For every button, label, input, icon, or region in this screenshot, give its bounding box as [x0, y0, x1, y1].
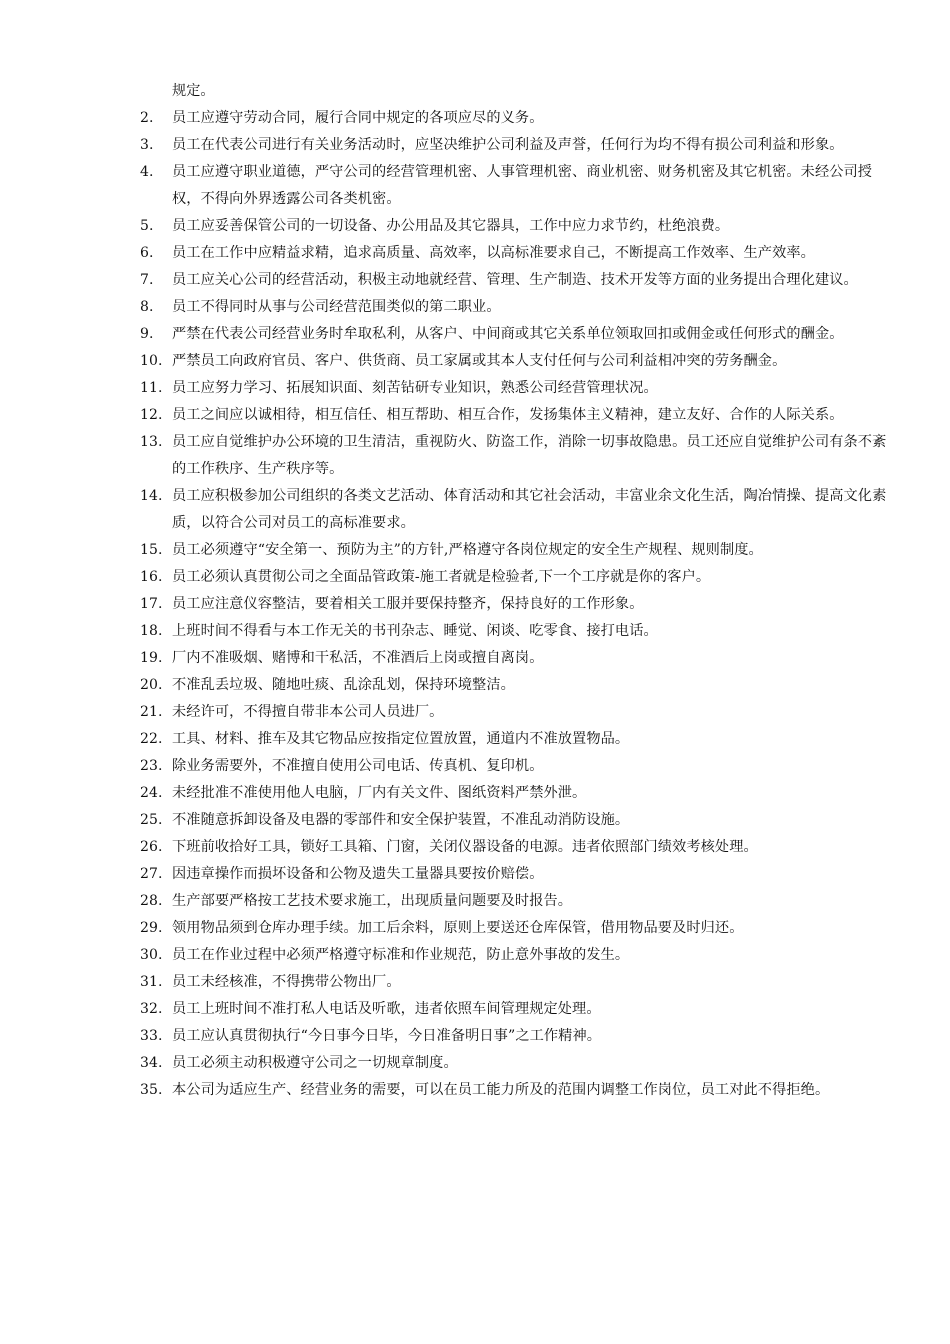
rule-number: 32. — [140, 1001, 163, 1017]
rule-text: 员工上班时间不准打私人电话及听歌，违者依照车间管理规定处理。 — [172, 1001, 601, 1017]
rule-text: 员工应注意仪容整洁，要着相关工服并要保持整齐，保持良好的工作形象。 — [172, 596, 644, 612]
rule-text: 不准随意拆卸设备及电器的零部件和安全保护装置，不准乱动消防设施。 — [172, 812, 630, 828]
rule-text: 员工未经核准，不得携带公物出厂。 — [172, 974, 401, 990]
rule-number: 9. — [140, 326, 154, 342]
rule-number: 29. — [140, 920, 163, 936]
rule-number: 30. — [140, 947, 163, 963]
list-item — [140, 753, 890, 780]
continuation-text: 规定。 — [172, 83, 215, 99]
list-item — [140, 888, 890, 915]
rule-text: 员工必须认真贯彻公司之全面品管政策-施工者就是检验者,下一个工序就是你的客户。 — [172, 569, 711, 585]
rule-text: 员工在工作中应精益求精，追求高质量、高效率，以高标准要求自己，不断提高工作效率、生产效率。 — [172, 245, 815, 261]
rule-text: 下班前收拾好工具，锁好工具箱、门窗，关闭仪器设备的电源。违者依照部门绩效考核处理。 — [172, 839, 758, 855]
rule-number: 10. — [140, 353, 163, 369]
rule-number: 12. — [140, 407, 163, 423]
rule-number: 14. — [140, 488, 163, 504]
rule-number: 20. — [140, 677, 163, 693]
rule-number: 7. — [140, 272, 154, 288]
rule-text: 员工应遵守劳动合同，履行合同中规定的各项应尽的义务。 — [172, 110, 544, 126]
list-item — [140, 591, 890, 618]
rule-text: 员工在作业过程中必须严格遵守标准和作业规范，防止意外事故的发生。 — [172, 947, 630, 963]
rule-text: 本公司为适应生产、经营业务的需要，可以在员工能力所及的范围内调整工作岗位，员工对此不得拒绝。 — [172, 1082, 830, 1098]
rule-text: 员工应关心公司的经营活动，积极主动地就经营、管理、生产制造、技术开发等方面的业务提出合理化建议。 — [172, 272, 858, 288]
rule-text: 员工必须遵守“安全第一、预防为主”的方针,严格遵守各岗位规定的安全生产规程、规则制度。 — [172, 542, 763, 558]
list-item — [140, 348, 890, 375]
rule-text: 员工不得同时从事与公司经营范围类似的第二职业。 — [172, 299, 501, 315]
rule-text: 上班时间不得看与本工作无关的书刊杂志、睡觉、闲谈、吃零食、接打电话。 — [172, 623, 658, 639]
rule-number: 31. — [140, 974, 163, 990]
rule-number: 21. — [140, 704, 163, 720]
rule-number: 8. — [140, 299, 154, 315]
list-item — [140, 996, 890, 1023]
rule-number: 28. — [140, 893, 163, 909]
list-item — [140, 213, 890, 240]
list-item — [140, 564, 890, 591]
rules-list — [140, 105, 890, 1104]
list-item — [140, 294, 890, 321]
rule-text: 员工应自觉维护办公环境的卫生清洁，重视防火、防盗工作，消除一切事故隐患。员工还应自觉维护公司有条不紊的工作秩序、生产秩序等。 — [172, 434, 887, 477]
list-item — [140, 132, 890, 159]
rule-text: 员工应积极参加公司组织的各类文艺活动、体育活动和其它社会活动，丰富业余文化生活，陶冶情操、提高文化素质，以符合公司对员工的高标准要求。 — [172, 488, 887, 531]
list-item — [140, 1050, 890, 1077]
list-item — [140, 159, 890, 213]
rule-text: 员工应努力学习、拓展知识面、刻苦钻研专业知识，熟悉公司经营管理状况。 — [172, 380, 658, 396]
rule-text: 厂内不准吸烟、赌博和干私活，不准酒后上岗或擅自离岗。 — [172, 650, 544, 666]
rule-number: 33. — [140, 1028, 163, 1044]
list-item — [140, 726, 890, 753]
list-item — [140, 1077, 890, 1104]
list-item — [140, 645, 890, 672]
rule-number: 15. — [140, 542, 163, 558]
list-item — [140, 807, 890, 834]
list-item — [140, 969, 890, 996]
rule-number: 18. — [140, 623, 163, 639]
rule-text: 不准乱丢垃圾、随地吐痰、乱涂乱划，保持环境整洁。 — [172, 677, 515, 693]
rule-number: 34. — [140, 1055, 163, 1071]
rule-text: 员工之间应以诚相待，相互信任、相互帮助、相互合作，发扬集体主义精神，建立友好、合作的人际关系。 — [172, 407, 844, 423]
rule-number: 27. — [140, 866, 163, 882]
rule-number: 17. — [140, 596, 163, 612]
rule-text: 未经批准不准使用他人电脑，厂内有关文件、图纸资料严禁外泄。 — [172, 785, 587, 801]
rule-number: 26. — [140, 839, 163, 855]
rule-text: 严禁在代表公司经营业务时牟取私利，从客户、中间商或其它关系单位领取回扣或佣金或任何形式的酬金。 — [172, 326, 844, 342]
rule-number: 6. — [140, 245, 154, 261]
rule-number: 4. — [140, 164, 154, 180]
rule-number: 16. — [140, 569, 163, 585]
list-item — [140, 1023, 890, 1050]
rule-text: 员工必须主动积极遵守公司之一切规章制度。 — [172, 1055, 458, 1071]
list-item — [140, 780, 890, 807]
rule-number: 2. — [140, 110, 154, 126]
list-item — [140, 618, 890, 645]
list-item — [140, 915, 890, 942]
list-item — [140, 402, 890, 429]
rule-number: 35. — [140, 1082, 163, 1098]
list-item — [140, 942, 890, 969]
rule-text: 员工应遵守职业道德，严守公司的经营管理机密、人事管理机密、商业机密、财务机密及其它机密。未经公司授权，不得向外界透露公司各类机密。 — [172, 164, 873, 207]
rule-text: 员工在代表公司进行有关业务活动时，应坚决维护公司利益及声誉，任何行为均不得有损公司利益和形象。 — [172, 137, 844, 153]
list-item — [140, 105, 890, 132]
rule-number: 5. — [140, 218, 154, 234]
list-item — [140, 861, 890, 888]
list-item — [140, 267, 890, 294]
list-item — [140, 321, 890, 348]
list-item — [140, 537, 890, 564]
list-item — [140, 375, 890, 402]
list-item — [140, 429, 890, 483]
list-item — [140, 672, 890, 699]
rule-number: 19. — [140, 650, 163, 666]
rule-text: 领用物品须到仓库办理手续。加工后余料，原则上要送还仓库保管，借用物品要及时归还。 — [172, 920, 744, 936]
rule-number: 24. — [140, 785, 163, 801]
rule-number: 23. — [140, 758, 163, 774]
list-item — [140, 240, 890, 267]
rule-text: 员工应妥善保管公司的一切设备、办公用品及其它器具，工作中应力求节约，杜绝浪费。 — [172, 218, 730, 234]
rule-number: 22. — [140, 731, 163, 747]
rule-number: 3. — [140, 137, 154, 153]
rule-text: 生产部要严格按工艺技术要求施工，出现质量问题要及时报告。 — [172, 893, 573, 909]
rule-number: 11. — [140, 380, 163, 396]
rule-number: 25. — [140, 812, 163, 828]
rule-text: 未经许可，不得擅自带非本公司人员进厂。 — [172, 704, 444, 720]
rule-text: 员工应认真贯彻执行“今日事今日毕，今日准备明日事”之工作精神。 — [172, 1028, 602, 1044]
rule-text: 因违章操作而损坏设备和公物及遗失工量器具要按价赔偿。 — [172, 866, 544, 882]
rule-text: 除业务需要外，不准擅自使用公司电话、传真机、复印机。 — [172, 758, 544, 774]
list-item — [140, 483, 890, 537]
list-item — [140, 834, 890, 861]
rule-text: 工具、材料、推车及其它物品应按指定位置放置，通道内不准放置物品。 — [172, 731, 630, 747]
rule-text: 严禁员工向政府官员、客户、供货商、员工家属或其本人支付任何与公司利益相冲突的劳务酬金。 — [172, 353, 787, 369]
list-item — [140, 699, 890, 726]
rule-number: 13. — [140, 434, 163, 450]
